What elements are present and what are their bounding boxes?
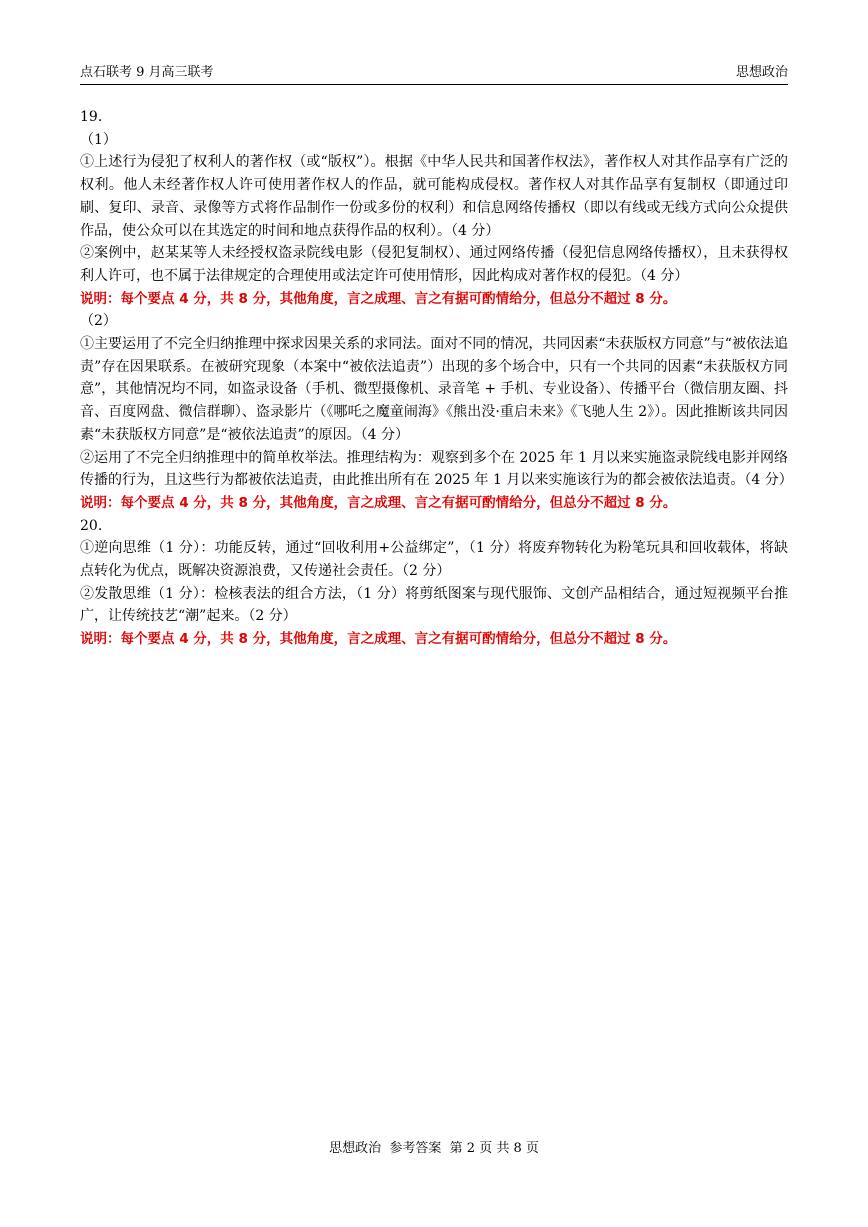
scoring-note: 说明：每个要点 4 分，共 8 分，其他角度，言之成理、言之有据可酌情给分，但总分不超过 8 分。 [80, 631, 677, 648]
header-left: 点石联考 9 月高三联考 [80, 65, 214, 80]
answer-paragraph: ②运用了不完全归纳推理中的简单枚举法。推理结构为：观察到多个在 2025 年 1 月以来实施盗录院线电影并网络传播的行为，且这些行为都被依法追责，由此推出所有在 2025 年 1 月以来实施该行为的都会被依法追责。（4 分） [80, 449, 793, 489]
question-number-20: 20. [80, 517, 103, 534]
page-footer: 思想政治 参考答案 第 2 页 共 8 页 [329, 1141, 539, 1156]
question-number-19: 19. [80, 109, 103, 125]
sub-question-2: （2） [80, 313, 117, 330]
header-right: 思想政治 [735, 65, 788, 80]
answer-paragraph: ②案例中，赵某某等人未经授权盗录院线电影（侵犯复制权）、通过网络传播（侵犯信息网络传播权），且未获得权利人许可，也不属于法律规定的合理使用或法定许可使用情形，因此构成对著作权的侵犯。（4 分） [80, 245, 788, 284]
answer-paragraph: ①主要运用了不完全归纳推理中探求因果关系的求同法。面对不同的情况，共同因素“未获版权方同意”与“被依法追责”存在因果联系。在被研究现象（本案中“被依法追责”）出现的多个场合中，只有一个共同的因素“未获版权方同意”，其他情况均不同，如盗录设备（手机、微型摄像机、录音笔 + 手机、专业设备）、传播平台（微信朋友圈、抖音、百度网盘、微信群聊）、盗录影片（《哪吒之魔童闹海》《熊出没·重启未来》《飞驰人生 2》）。因此推断该共同因素“未获版权方同意”是“被依法追责”的原因。（4 分） [80, 336, 788, 443]
page-header [80, 62, 788, 85]
scoring-note: 说明：每个要点 4 分，共 8 分，其他角度，言之成理、言之有据可酌情给分，但总分不超过 8 分。 [80, 290, 677, 307]
answer-paragraph: ①上述行为侵犯了权利人的著作权（或“版权”）。根据《中华人民共和国著作权法》，著作权人对其作品享有广泛的权利。他人未经著作权人许可使用著作权人的作品，就可能构成侵权。著作权人对其作品享有复制权（即通过印刷、复印、录音、录像等方式将作品制作一份或多份的权利）和信息网络传播权（即以有线或无线方式向公众提供作品，使公众可以在其选定的时间和地点获得作品的权利）。（4 分） [80, 154, 788, 239]
answer-content [80, 106, 793, 651]
answer-paragraph: ①逆向思维（1 分）：功能反转，通过“回收利用+公益绑定”，（1 分）将废弃物转化为粉笔玩具和回收载体，将缺点转化为优点，既解决资源浪费，又传递社会责任。（2 分） [80, 540, 788, 580]
answer-paragraph: ②发散思维（1 分）：检核表法的组合方法，（1 分）将剪纸图案与现代服饰、文创产品相结合，通过短视频平台推广，让传统技艺“潮”起来。（2 分） [80, 585, 788, 625]
sub-question-1: （1） [80, 131, 117, 148]
scoring-note: 说明：每个要点 4 分，共 8 分，其他角度，言之成理、言之有据可酌情给分，但总分不超过 8 分。 [80, 494, 677, 511]
